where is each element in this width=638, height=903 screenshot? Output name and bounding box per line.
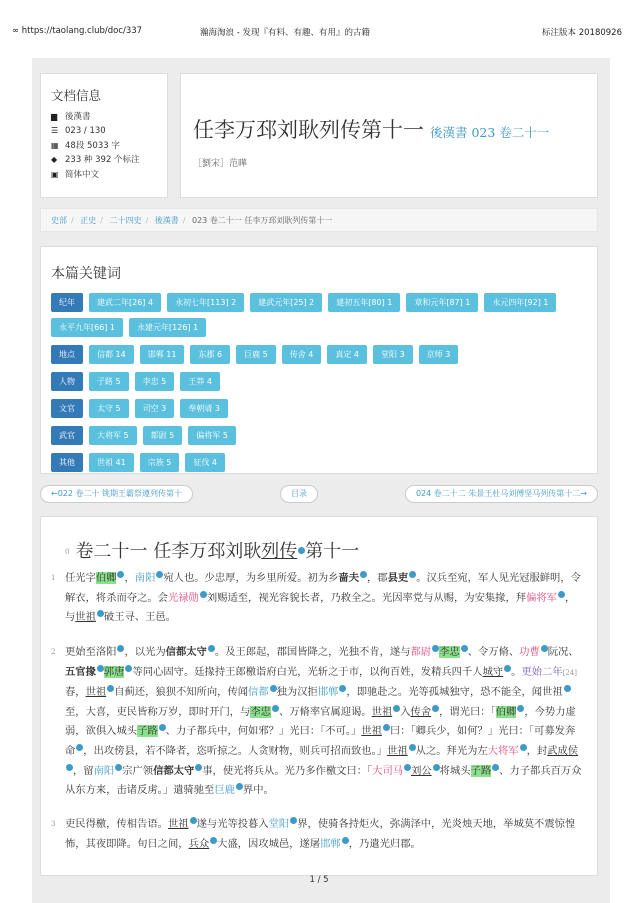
keyword-tag[interactable]: 建武元年[25] 2 xyxy=(250,293,322,312)
keyword-tag[interactable]: 东郡 6 xyxy=(190,345,230,364)
keyword-category[interactable]: 其他 xyxy=(51,453,83,472)
prev-chapter-button[interactable]: ←022 卷二十 铫期王霸祭遵列传第十 xyxy=(40,485,193,503)
paragraph-number: 0 xyxy=(65,548,70,556)
paragraph-number: 1 xyxy=(51,574,56,582)
header-site: 瀚海淘浪 - 发现『有料、有趣、有用』的古籍 xyxy=(200,28,370,38)
page-subtitle: 後漢書 023 卷二十一 xyxy=(430,125,550,140)
breadcrumb-current: 023 卷二十一 任李万邳刘耿列传第十一 xyxy=(192,216,333,225)
breadcrumb-shibu[interactable]: 史部 xyxy=(51,216,67,225)
keyword-tag[interactable]: 太守 5 xyxy=(89,399,129,418)
keyword-tag[interactable]: 世祖 41 xyxy=(89,453,134,472)
breadcrumb: 史部 / 正史 / 二十四史 / 後漢書 / 023 卷二十一 任李万邳刘耿列传第十一 xyxy=(40,208,598,232)
keywords-panel xyxy=(40,246,598,474)
keyword-category[interactable]: 人物 xyxy=(51,372,83,391)
info-script: ▣ 简体中文 xyxy=(51,168,167,182)
keyword-category[interactable]: 武官 xyxy=(51,426,83,445)
book-icon: ▆ xyxy=(51,112,58,121)
paragraph-number: 2 xyxy=(51,648,56,656)
paragraph-2: 2 更始至洛阳 ，以光为信都太守 。及王郎起，郡国皆降之，光独不肯，遂与都尉 李忠 、令万脩、功曹 阮况、五官掾 郭唐 等同心固守。廷掾持王郎檄诣府白光，光斩之于市，以徇百姓，发精兵四千人城守 。更始二年[24]春，世祖 自蓟还，狼狈不知所向，传闻信都 独为汉拒邯郸 ，即驰赴之。光等孤城独守，恐不能全，闻世祖至，大喜，吏民皆称万岁，即时开门，与李忠 、万脩率官属迎谒。世祖 入传舍 ，谓光曰：「伯卿 ，今势力虚弱，欲俱入城头子路 、力子都兵中，何如邪？」光曰：「不可。」世祖 曰：「卿兵少，如何？」光曰：「可募发奔命 ，出攻傍县，若不降者，恣听掠之。人贪财物，则兵可招而致也。」世祖 从之。拜光为左大将军 ，封武成侯，留南阳 宗广领信都太守 事，使光将兵从。光乃多作檄文曰：「大司马 刘公 将城头子路 、力子都兵百万众从东方来，击诸反虏。」遣骑驰至巨鹿 界中。 xyxy=(65,643,585,801)
keyword-tag[interactable]: 永初七年[113] 2 xyxy=(167,293,244,312)
keyword-row-wuguan xyxy=(51,426,597,445)
keyword-category[interactable]: 纪年 xyxy=(51,293,83,312)
paragraph-3: 3 吏民得檄，传相告语。世祖 遂与光等投暮入堂阳 界，使骑各持炬火，弥满泽中，光炎烛天地，举城莫不震惊惶怖，其夜即降。旬日之间，兵众 大盛，因攻城邑，遂屠邯郸 ，乃遣光归郡。 xyxy=(65,815,585,854)
keyword-tag[interactable]: 宗族 5 xyxy=(140,453,180,472)
print-header xyxy=(0,0,638,40)
title-panel xyxy=(180,73,598,198)
next-chapter-button[interactable]: 024 卷二十二 朱景王杜马刘傅坚马列传第十二→ xyxy=(405,485,598,503)
keyword-tag[interactable]: 堂阳 3 xyxy=(373,345,413,364)
keyword-row-qita xyxy=(51,453,597,472)
keyword-tag[interactable]: 京师 3 xyxy=(419,345,459,364)
keyword-tag[interactable]: 永平九年[66] 1 xyxy=(51,318,123,337)
keyword-tag[interactable]: 章和元年[87] 1 xyxy=(406,293,478,312)
keyword-tag[interactable]: 真定 4 xyxy=(327,345,367,364)
keyword-tag[interactable]: 大将军 5 xyxy=(89,426,137,445)
keyword-row-renwu xyxy=(51,372,597,391)
info-book: ▆ 後漢書 xyxy=(51,110,167,124)
keyword-tag[interactable]: 子路 5 xyxy=(89,372,129,391)
keyword-tag[interactable]: 征伐 4 xyxy=(185,453,225,472)
grid-icon: ▦ xyxy=(51,140,59,150)
keyword-tag[interactable]: 建武二年[26] 4 xyxy=(89,293,161,312)
tag-icon: ◆ xyxy=(51,155,58,165)
keyword-row-wenguan xyxy=(51,399,597,418)
author: ［劉宋］范曄 xyxy=(193,159,248,169)
keyword-tag[interactable]: 李忠 5 xyxy=(135,372,175,391)
keyword-tag[interactable]: 邯郸 11 xyxy=(140,345,185,364)
keyword-tag[interactable]: 信都 14 xyxy=(89,345,134,364)
chapter-title-link[interactable]: 列传 xyxy=(261,541,298,562)
paragraph-number: 3 xyxy=(51,820,56,828)
doc-info-title: 文档信息 xyxy=(51,88,102,103)
keyword-tag[interactable]: 巨鹿 5 xyxy=(236,345,276,364)
breadcrumb-zhengshi[interactable]: 正史 xyxy=(80,216,97,225)
info-tags: ◆ 233 种 392 个标注 xyxy=(51,153,167,167)
keywords-title: 本篇关键词 xyxy=(51,266,121,282)
header-url[interactable]: ∞ https://taolang.club/doc/337 xyxy=(12,26,143,36)
chapter-nav xyxy=(40,485,598,503)
language-icon: ▣ xyxy=(51,169,59,179)
keyword-category[interactable]: 文官 xyxy=(51,399,83,418)
keyword-tag[interactable]: 都尉 5 xyxy=(143,426,183,445)
keyword-row-jinian xyxy=(51,293,597,337)
keyword-tag[interactable]: 司空 3 xyxy=(135,399,175,418)
keyword-category[interactable]: 地点 xyxy=(51,345,83,364)
keyword-tag[interactable]: 永建元年[126] 1 xyxy=(129,318,206,337)
header-version: 标注版本 20180926 xyxy=(542,28,622,38)
breadcrumb-24shi[interactable]: 二十四史 xyxy=(109,216,142,225)
breadcrumb-book[interactable]: 後漢書 xyxy=(154,216,179,225)
keyword-tag[interactable]: 偏将军 5 xyxy=(188,426,236,445)
keyword-tag[interactable]: 传舍 4 xyxy=(282,345,322,364)
keyword-tag[interactable]: 王莽 4 xyxy=(180,372,220,391)
chapter-title: 0 卷二十一 任李万邳刘耿列传 第十一 xyxy=(65,541,360,562)
info-chapter: ☰ 023 / 130 xyxy=(51,124,167,138)
doc-info-panel xyxy=(40,73,168,198)
keyword-tag[interactable]: 建初五年[80] 1 xyxy=(328,293,400,312)
info-stats: ▦ 48段 5033 字 xyxy=(51,139,167,153)
index-button[interactable]: 目录 xyxy=(280,485,318,503)
paragraph-1: 1 任光字伯卿 ，南阳 宛人也。少忠厚，为乡里所爱。初为乡啬夫 ，郡县吏 。汉兵至宛，军人见光冠服鲜明，令解衣，将杀而夺之。会光禄勋 刘赐适至，视光容貌长者，乃救全之。光因率党与从赐，为安集掾，拜偏将军 ，与世祖 破王寻、王邑。 xyxy=(65,569,585,628)
keyword-row-didian xyxy=(51,345,597,364)
page-title: 任李万邳刘耿列传第十一 後漢書 023 卷二十一 xyxy=(193,118,550,142)
keyword-tag[interactable]: 奉朝请 3 xyxy=(180,399,228,418)
chapter-content xyxy=(40,516,598,876)
page-number: 1 / 5 xyxy=(309,875,329,885)
keyword-tag[interactable]: 永元四年[92] 1 xyxy=(484,293,556,312)
list-icon: ☰ xyxy=(51,126,59,136)
